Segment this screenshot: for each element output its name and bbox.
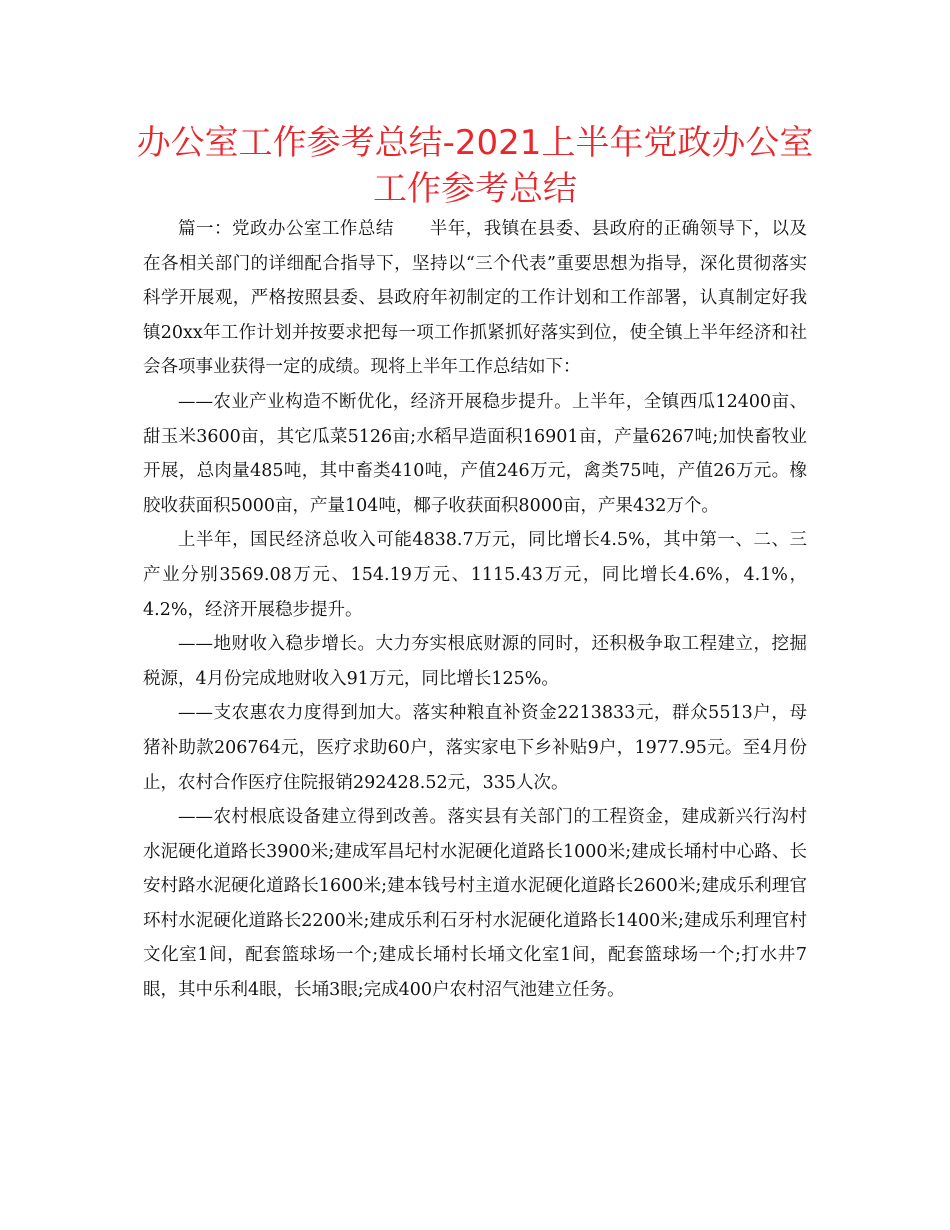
paragraph-intro: 篇一：党政办公室工作总结 半年，我镇在县委、县政府的正确领导下，以及在各相关部门的详细配合指导下，坚持以“三个代表”重要思想为指导，深化贯彻落实科学开展观，严格按照县委、县政府年初制定的工作计划和工作部署，认真制定好我镇20xx年工作计划并按要求把每一项工作抓紧抓好落实到位，使全镇上半年经济和社会各项事业获得一定的成绩。现将上半年工作总结如下： [143, 219, 807, 378]
paragraph-economy: 上半年，国民经济总收入可能4838.7万元，同比增长4.5%，其中第一、二、三产业分别3569.08万元、154.19万元、1115.43万元，同比增长4.6%，4.1%，4.2%，经济开展稳步提升。 [143, 530, 807, 620]
paragraph-farm-subsidy: ——支农惠农力度得到加大。落实种粮直补资金2213833元，群众5513户，母猪补助款206764元，医疗求助60户，落实家电下乡补贴9户，1977.95元。至4月份止，农村合作医疗住院报销292428.52元，335人次。 [143, 703, 807, 793]
document-body [143, 212, 807, 1008]
document-title: 办公室工作参考总结-2021上半年党政办公室工作参考总结 [136, 123, 814, 209]
paragraph-fiscal-revenue: ——地财收入稳步增长。大力夯实根底财源的同时，还积极争取工程建立，挖掘税源，4月份完成地财收入91万元，同比增长125%。 [143, 634, 807, 689]
paragraph-agriculture: ——农业产业构造不断优化，经济开展稳步提升。上半年，全镇西瓜12400亩、甜玉米3600亩，其它瓜菜5126亩;水稻早造面积16901亩，产量6267吨;加快畜牧业开展，总肉量485吨，其中畜类410吨，产值246万元，禽类75吨，产值26万元。橡胶收获面积5000亩，产量104吨，椰子收获面积8000亩，产果432万个。 [143, 391, 807, 516]
paragraph-infrastructure: ——农村根底设备建立得到改善。落实县有关部门的工程资金，建成新兴行沟村水泥硬化道路长3900米;建成军昌圮村水泥硬化道路长1000米;建成长埇村中心路、长安村路水泥硬化道路长1600米;建本钱号村主道水泥硬化道路长2600米;建成乐利理官环村水泥硬化道路长2200米;建成乐利石牙村水泥硬化道路长1400米;建成乐利理官村文化室1间，配套篮球场一个;建成长埇村长埇文化室1间，配套篮球场一个;打水井7眼，其中乐利4眼，长埇3眼;完成400户农村沼气池建立任务。 [143, 807, 807, 1001]
